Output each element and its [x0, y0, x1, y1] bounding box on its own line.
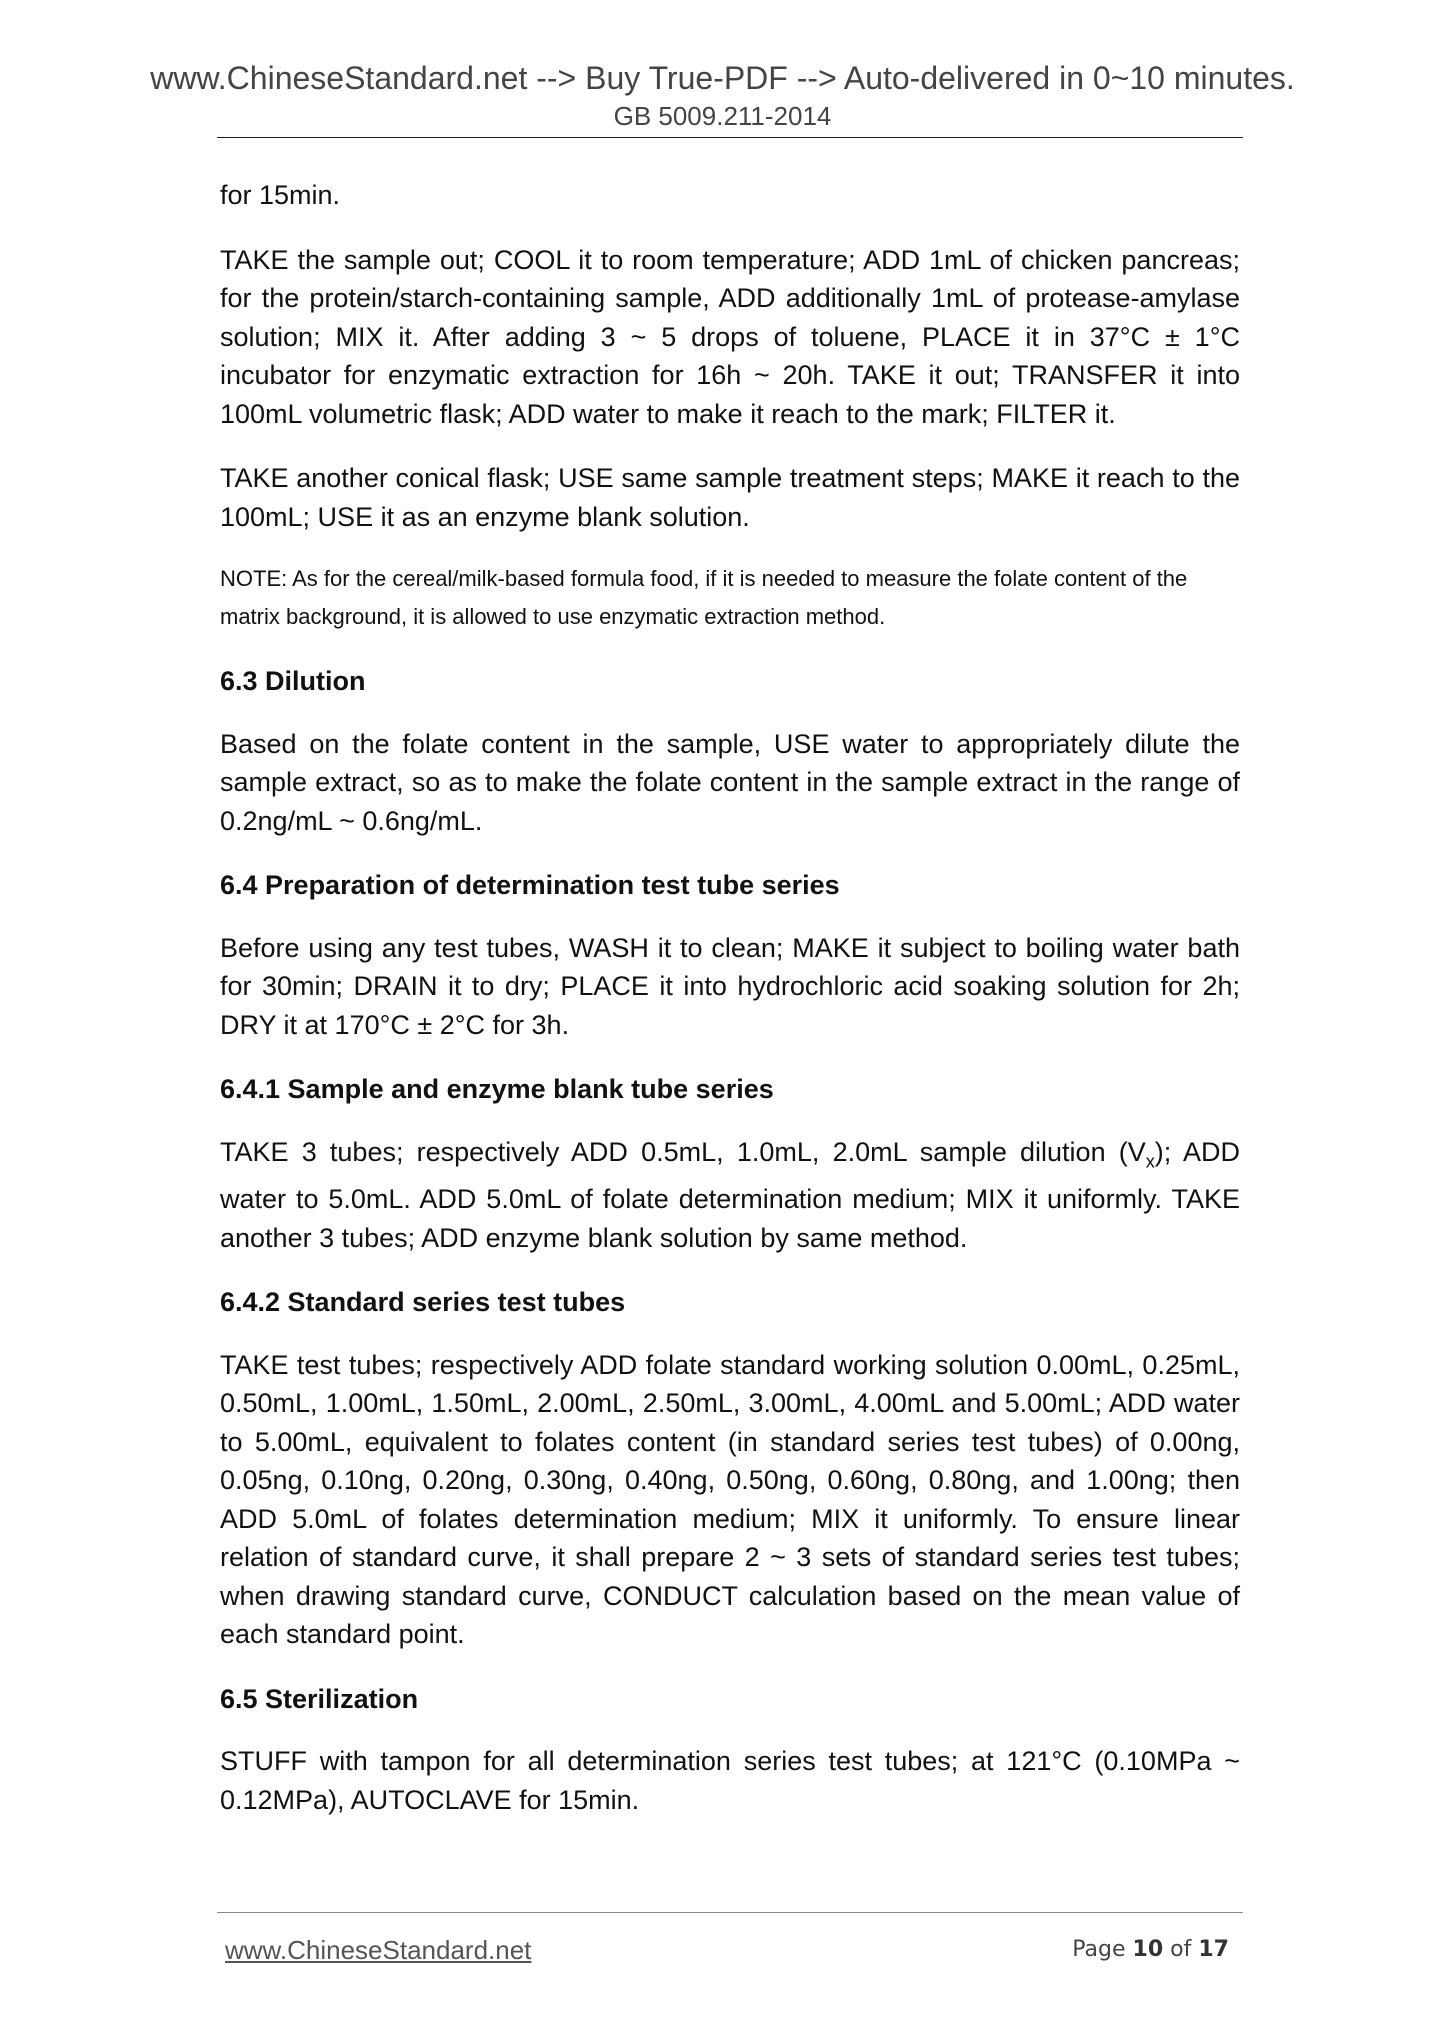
- text-segment: ); ADD water to 5.0mL. ADD 5.0mL of folate determination medium; MIX it uniformly. TAKE another 3 tubes; ADD enzyme blank solution by same method.: [220, 1136, 1240, 1253]
- page-of: of: [1170, 1937, 1192, 1962]
- subscript: x: [1145, 1150, 1155, 1171]
- note: NOTE: As for the cereal/milk-based formula food, if it is needed to measure the folate content of the matrix background, it is allowed to use enzymatic extraction method.: [220, 566, 1188, 629]
- section-heading: 6.5 Sterilization: [220, 1683, 419, 1714]
- standard-code: GB 5009.211-2014: [613, 101, 832, 131]
- paragraph: STUFF with tampon for all determination series test tubes; at 121°C (0.10MPa ~ 0.12MPa), AUTOCLAVE for 15min.: [220, 1746, 1240, 1815]
- header-divider: [217, 137, 1243, 138]
- section-heading: 6.4 Preparation of determination test tube series: [220, 870, 840, 900]
- page-current: 10: [1132, 1937, 1164, 1962]
- paragraph: Based on the folate content in the sample, USE water to appropriately dilute the sample extract, so as to make the folate content in the sample extract in the range of 0.2ng/mL ~ 0.6ng/mL.: [220, 728, 1240, 836]
- page-header: [0, 58, 1445, 132]
- section-heading: 6.4.2 Standard series test tubes: [220, 1287, 626, 1318]
- footer-link[interactable]: www.ChineseStandard.net: [225, 1935, 532, 1965]
- paragraph: TAKE another conical flask; USE same sample treatment steps; MAKE it reach to the 100mL; USE it as an enzyme blank solution.: [220, 463, 1240, 532]
- paragraph: TAKE the sample out; COOL it to room temperature; ADD 1mL of chicken pancreas; for the protein/starch-containing sample, ADD additionally 1mL of protease-amylase solution; MIX it. After adding 3 ~ 5 drops of toluene, PLACE it in 37°C ± 1°C incubator for enzymatic extraction for 16h ~ 20h. TAKE it out; TRANSFER it into 100mL volumetric flask; ADD water to make it reach to the mark; FILTER it.: [220, 244, 1240, 429]
- footer-divider: [217, 1912, 1243, 1913]
- page-total: 17: [1198, 1937, 1229, 1962]
- text-segment: TAKE 3 tubes; respectively ADD 0.5mL, 1.0mL, 2.0mL sample dilution (V: [220, 1136, 1146, 1167]
- page-number: [1072, 1937, 1229, 1962]
- paragraph: TAKE test tubes; respectively ADD folate standard working solution 0.00mL, 0.25mL, 0.50mL, 1.00mL, 1.50mL, 2.00mL, 2.50mL, 3.00mL, 4.00mL and 5.00mL; ADD water to 5.00mL, equivalent to folates content (in standard series test tubes) of 0.00ng, 0.05ng, 0.10ng, 0.20ng, 0.30ng, 0.40ng, 0.50ng, 0.60ng, 0.80ng, and 1.00ng; then ADD 5.0mL of folates determination medium; MIX it uniformly. To ensure linear relation of standard curve, it shall prepare 2 ~ 3 sets of standard series test tubes; when drawing standard curve, CONDUCT calculation based on the mean value of each standard point.: [220, 1349, 1240, 1650]
- header-link[interactable]: www.ChineseStandard.net --> Buy True-PDF --> Auto-delivered in 0~10 minutes.: [150, 60, 1295, 96]
- paragraph: for 15min.: [220, 180, 341, 210]
- document-body: [220, 176, 1240, 1819]
- section-heading: 6.4.1 Sample and enzyme blank tube series: [220, 1074, 774, 1104]
- paragraph: Before using any test tubes, WASH it to clean; MAKE it subject to boiling water bath for 30min; DRAIN it to dry; PLACE it into hydrochloric acid soaking solution for 2h; DRY it at 170°C ± 2°C for 3h.: [220, 932, 1240, 1040]
- section-heading: 6.3 Dilution: [220, 666, 366, 696]
- paragraph: [220, 1133, 1240, 1258]
- page-word: Page: [1072, 1937, 1126, 1962]
